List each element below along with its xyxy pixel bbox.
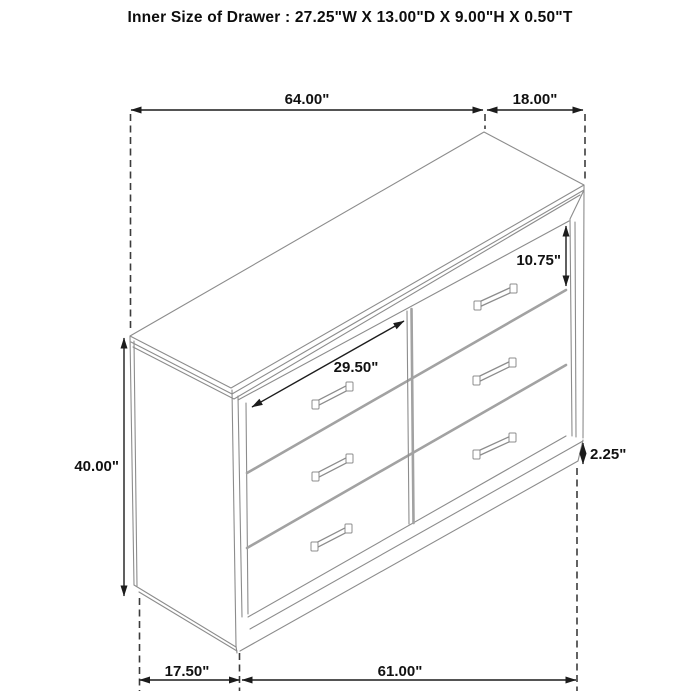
top-drawer-height-label: 10.75"	[516, 252, 561, 269]
side-floor-depth-label: 17.50"	[164, 663, 210, 680]
drawer-handle	[473, 358, 516, 385]
drawer-section-width-label: 29.50"	[333, 359, 379, 376]
dimension-front-floor-width	[242, 663, 576, 680]
drawer-handle	[474, 284, 517, 310]
side-panel	[130, 336, 237, 653]
overall-width-label: 64.00"	[284, 91, 330, 108]
dimension-top-drawer-height	[516, 226, 566, 286]
drawer-handle	[312, 454, 353, 481]
base-plinth	[240, 440, 583, 651]
center-divider	[407, 309, 414, 524]
right-edge	[570, 190, 584, 438]
overall-height-label: 40.00"	[74, 458, 119, 475]
drawer-handle	[312, 382, 353, 409]
front-floor-width-label: 61.00"	[377, 663, 423, 680]
overall-depth-label: 18.00"	[512, 91, 558, 108]
dimension-overall-height	[74, 338, 124, 596]
dresser-drawing	[130, 132, 584, 653]
drawer-handle	[473, 433, 516, 459]
dimension-side-floor-depth	[140, 663, 240, 680]
drawer-handle	[311, 524, 352, 551]
dimension-base-height	[583, 443, 626, 464]
base-height-label: 2.25"	[590, 446, 627, 463]
dimension-overall-depth	[487, 91, 583, 110]
diagram-title: Inner Size of Drawer : 27.25"W X 13.00"D X 9.00"H X 0.50"T	[127, 9, 573, 26]
dimension-overall-width	[131, 91, 483, 110]
